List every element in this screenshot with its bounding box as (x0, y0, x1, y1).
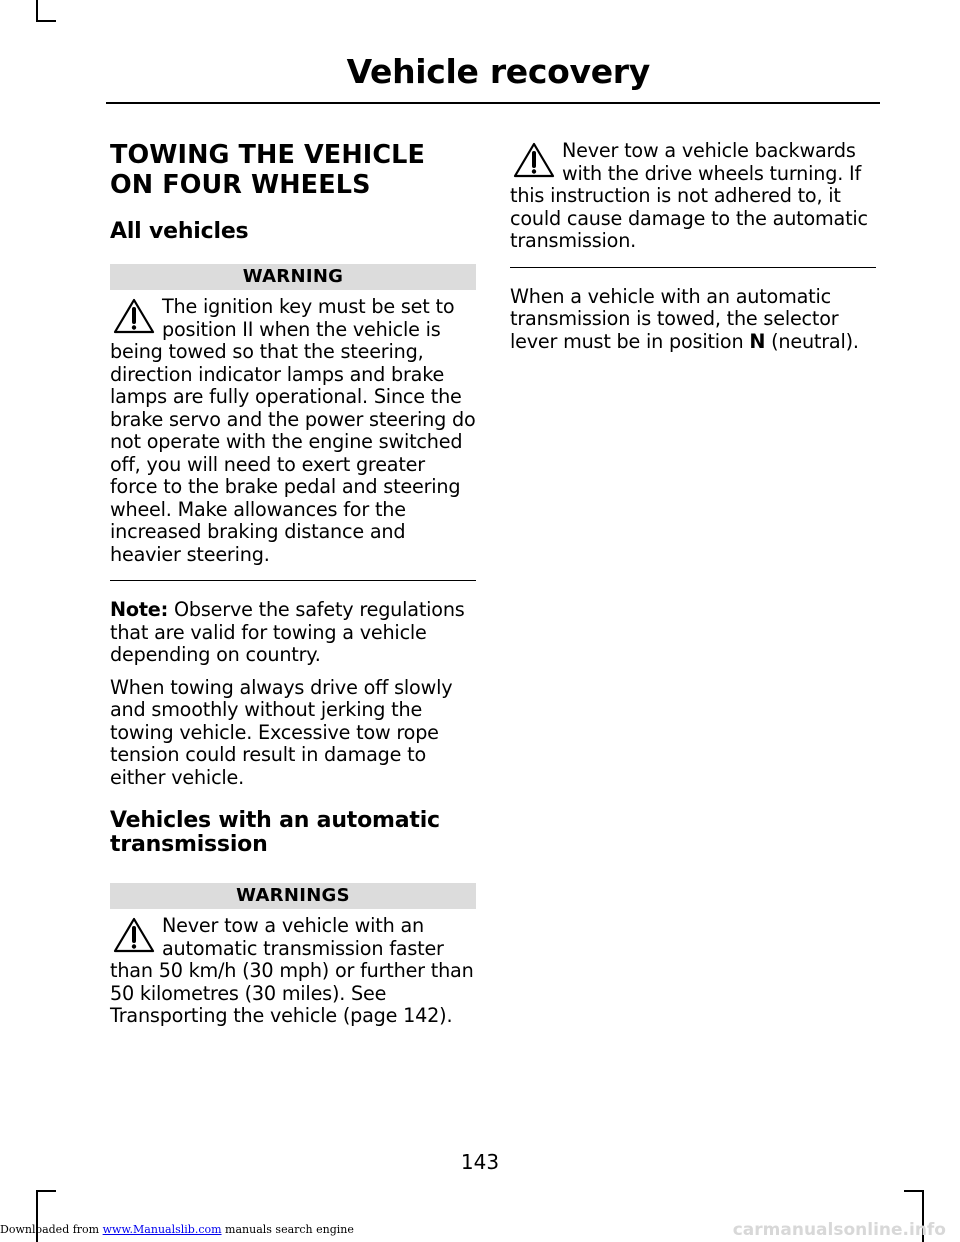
warning-end-rule (110, 580, 476, 581)
watermark: carmanualsonline.info (732, 1220, 946, 1240)
page-title: Vehicle recovery (346, 52, 650, 91)
download-footer (0, 1223, 354, 1236)
section-title-line1: TOWING THE VEHICLE (110, 140, 426, 170)
selector-paragraph (510, 286, 876, 354)
crop-mark-bottom-left-h (36, 1190, 56, 1192)
section-title-line2: ON FOUR WHEELS (110, 170, 371, 200)
crop-mark-bottom-right-h (904, 1190, 924, 1192)
crop-mark-top-left-h (36, 20, 56, 22)
warning-text-2: Never tow a vehicle with an automatic transmission faster than 50 km/h (30 mph) or further than 50 kilometres (30 miles). See Transporting the vehicle (page 142). (110, 914, 474, 1027)
warning-block-2 (110, 915, 476, 1028)
subheading-automatic-transmission: Vehicles with an automatic transmission (110, 808, 440, 857)
footer-suffix: manuals search engine (221, 1223, 354, 1236)
warning-banner: WARNING (110, 264, 476, 290)
footer-link[interactable]: www.Manualslib.com (102, 1223, 222, 1236)
note-label: Note: (110, 598, 169, 621)
warning-triangle-icon (512, 140, 556, 180)
page-number: 143 (460, 1150, 500, 1174)
note-text: Observe the safety regulations that are valid for towing a vehicle depending on country. (110, 598, 465, 666)
warning-end-rule-3 (510, 267, 876, 268)
warning-block (110, 296, 476, 581)
warning-text-3: Never tow a vehicle backwards with the drive wheels turning. If this instruction is not adhered to, it could cause damage to the automatic transmission. (510, 139, 868, 252)
left-column (110, 140, 476, 1038)
warning-block-3 (510, 140, 876, 268)
warning-triangle-icon (112, 296, 156, 336)
selector-position: N (749, 329, 766, 353)
selector-text: When a vehicle with an automatic transmission is towed, the selector lever must be in position (510, 284, 839, 353)
selector-text-end: (neutral). (765, 329, 859, 353)
warning-triangle-icon (112, 915, 156, 955)
subheading-all-vehicles: All vehicles (110, 219, 249, 244)
warning-text: The ignition key must be set to position II when the vehicle is being towed so that the steering, direction indicator lamps and brake lamps are fully operational. Since the brake servo and the power steering do not operate with the engine switched off, you will need to exert greater force to the brake pedal and steering wheel. Make allowances for the increased braking distance and heavier steering. (110, 295, 476, 566)
crop-mark-top-left-v (36, 0, 38, 22)
towing-paragraph: When towing always drive off slowly and smoothly without jerking the towing vehicle. Excessive tow rope tension could result in damage to either vehicle. (110, 675, 453, 789)
right-column (510, 140, 876, 363)
note-paragraph (110, 599, 476, 667)
footer-prefix: Downloaded from (0, 1223, 103, 1236)
section-title (110, 140, 476, 200)
title-rule (106, 102, 880, 104)
warnings-banner: WARNINGS (110, 883, 476, 909)
